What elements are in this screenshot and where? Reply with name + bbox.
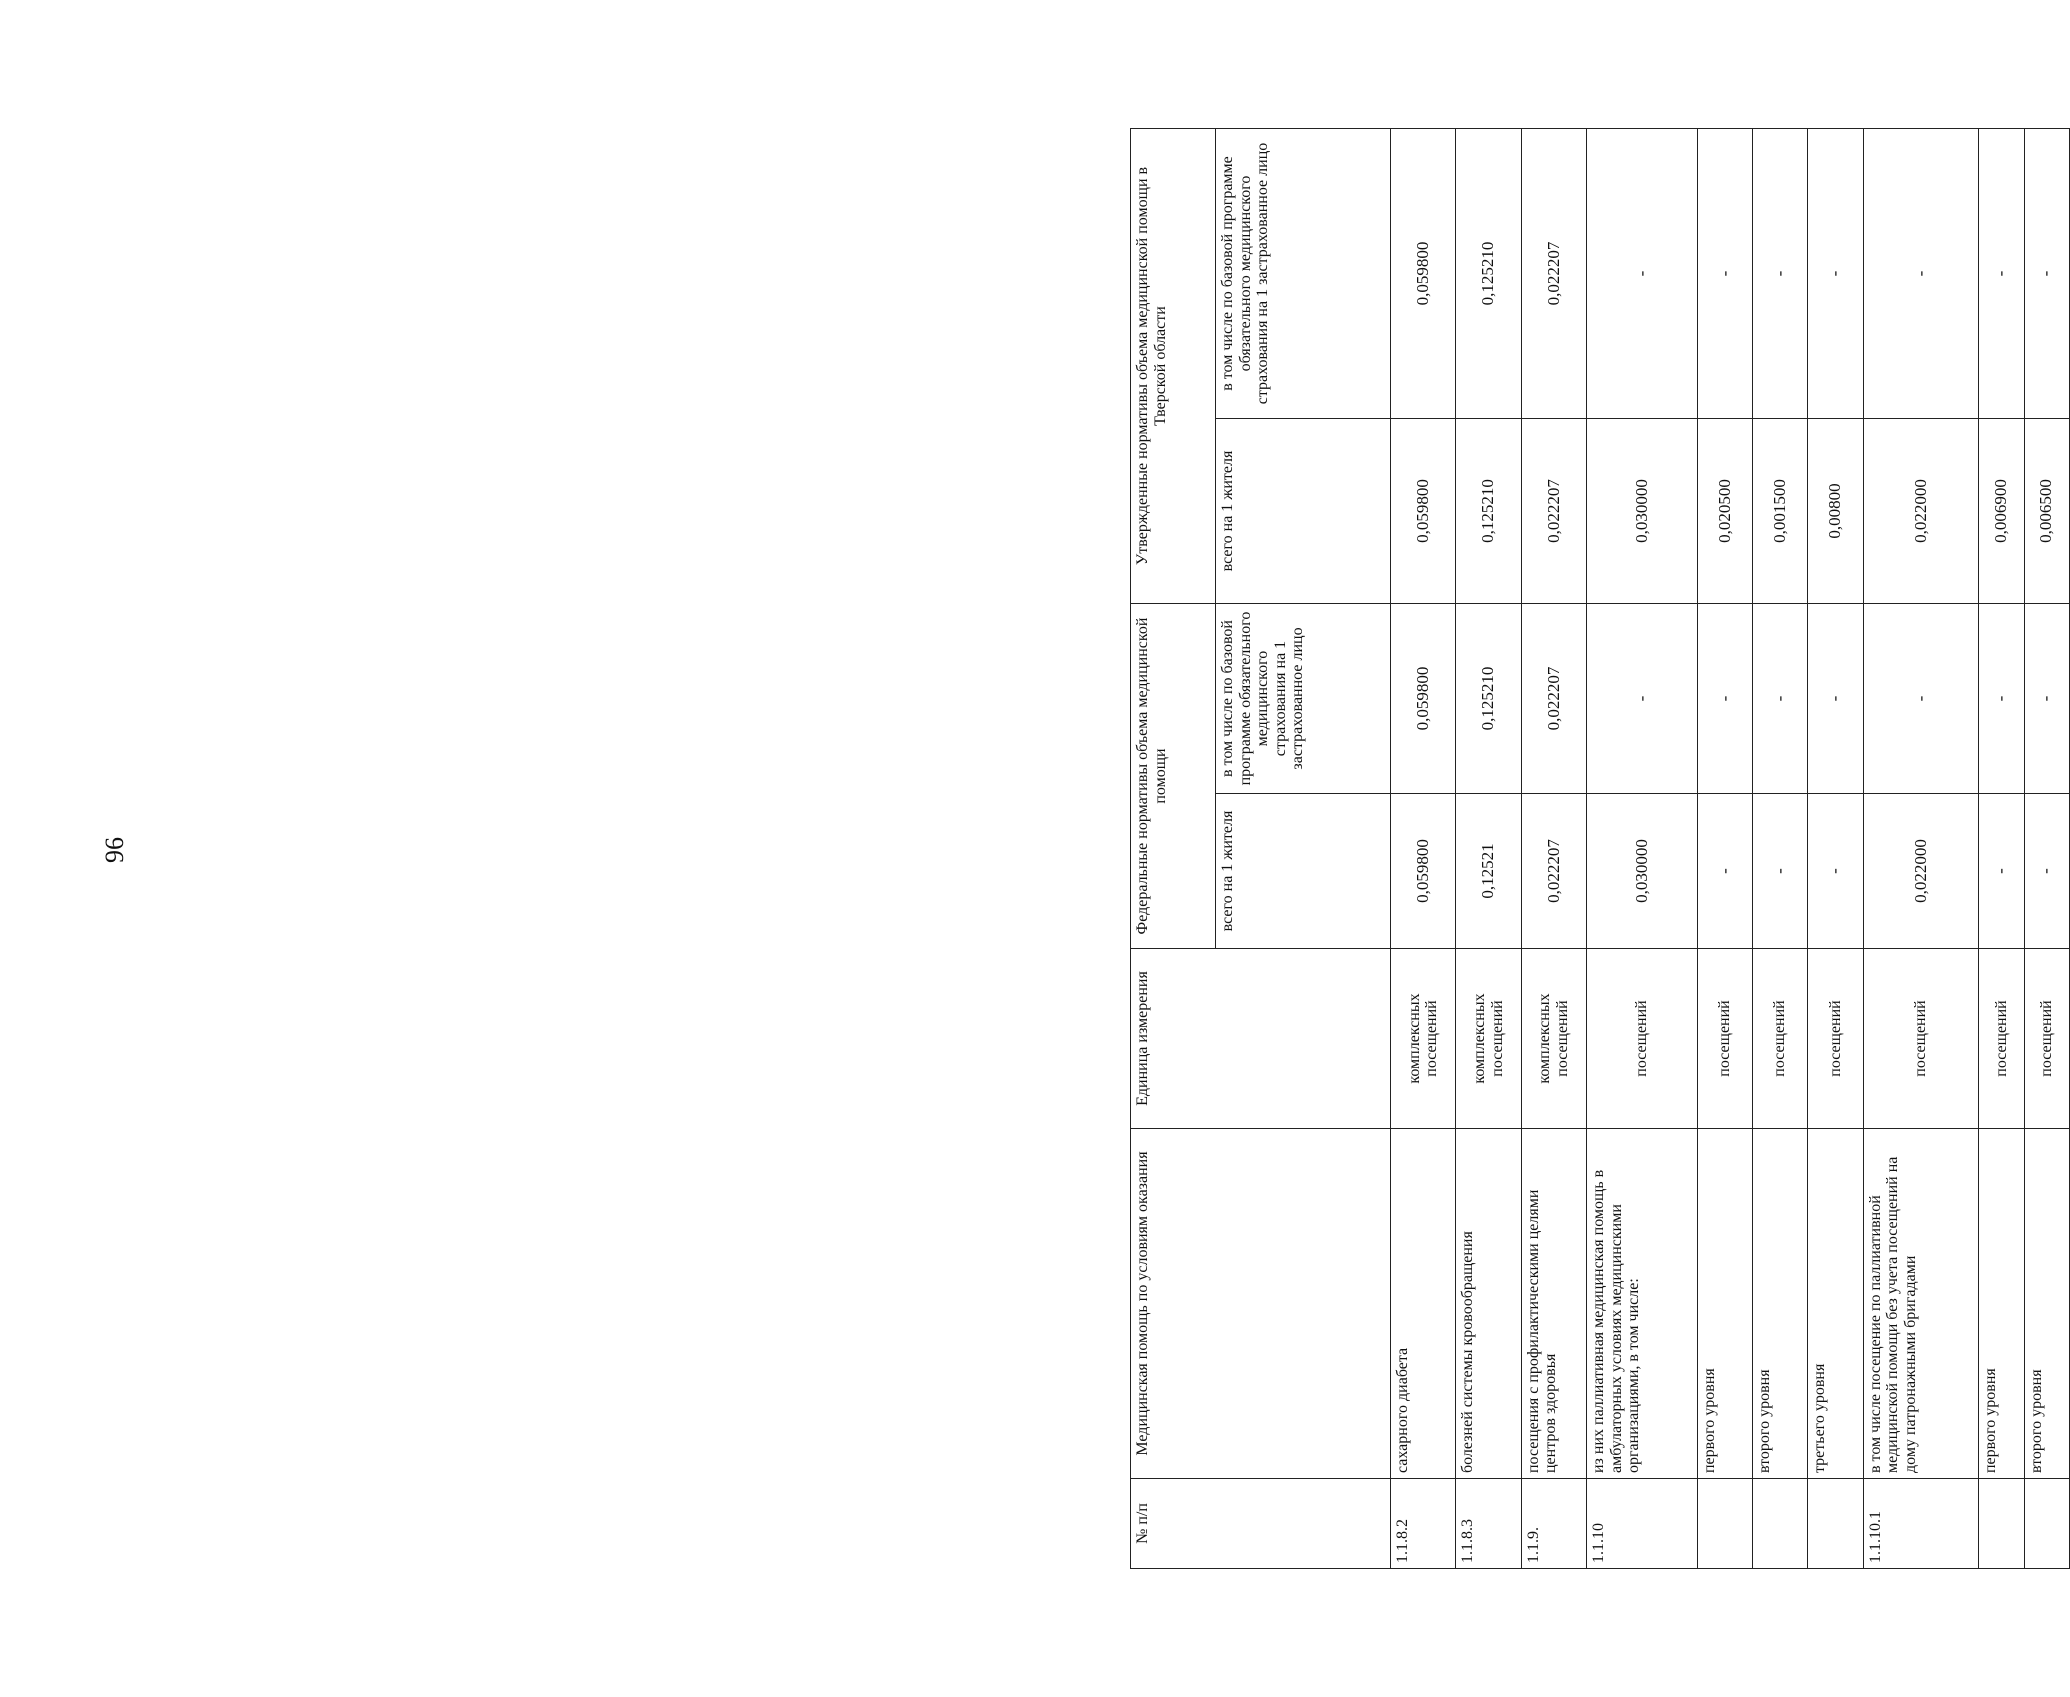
row-regional-total: 0,022207: [1521, 419, 1586, 604]
row-regional-oms: 0,059800: [1391, 129, 1456, 419]
row-regional-total: 0,006900: [1979, 419, 2024, 604]
page-number: 96: [100, 837, 129, 863]
table-row: [1979, 129, 2024, 1569]
row-federal-oms: -: [1863, 604, 1979, 794]
row-care-name: болезней системы кровообращения: [1456, 1129, 1521, 1479]
row-care-name: первого уровня: [1979, 1129, 2024, 1479]
row-regional-oms: 0,125210: [1456, 129, 1521, 419]
table-row: [1391, 129, 1456, 1569]
norms-table: [1130, 128, 2070, 1569]
row-regional-oms: -: [1979, 129, 2024, 419]
row-federal-oms: -: [1979, 604, 2024, 794]
row-federal-total: -: [1808, 794, 1863, 949]
row-code: 1.1.8.3: [1456, 1479, 1521, 1569]
header-federal-norms: Федеральные нормативы объема медицинской помощи: [1131, 604, 1216, 949]
row-federal-total: -: [1697, 794, 1752, 949]
row-regional-total: 0,059800: [1391, 419, 1456, 604]
row-federal-oms: 0,125210: [1456, 604, 1521, 794]
header-unit: Единица измерения: [1131, 949, 1391, 1129]
row-care-name: второго уровня: [2024, 1129, 2069, 1479]
row-code: [1979, 1479, 2024, 1569]
row-code: [1753, 1479, 1808, 1569]
row-care-name: первого уровня: [1697, 1129, 1752, 1479]
row-federal-total: -: [1979, 794, 2024, 949]
header-regional-total: всего на 1 жителя: [1216, 419, 1391, 604]
row-regional-oms: -: [1753, 129, 1808, 419]
header-regional-norms: Утвержденные нормативы объема медицинской помощи в Тверской области: [1131, 129, 1216, 604]
row-code: [1697, 1479, 1752, 1569]
row-regional-oms: -: [1863, 129, 1979, 419]
header-care-conditions: Медицинская помощь по условиям оказания: [1131, 1129, 1391, 1479]
row-federal-oms: -: [1808, 604, 1863, 794]
row-regional-total: 0,00800: [1808, 419, 1863, 604]
row-code: 1.1.10: [1587, 1479, 1698, 1569]
row-unit: посещений: [1808, 949, 1863, 1129]
row-unit: комплексных посещений: [1456, 949, 1521, 1129]
row-unit: комплексных посещений: [1391, 949, 1456, 1129]
row-care-name: в том числе посещение по паллиативной медицинской помощи без учета посещений на дому патронажными бригадами: [1863, 1129, 1979, 1479]
row-code: 1.1.8.2: [1391, 1479, 1456, 1569]
row-federal-oms: 0,022207: [1521, 604, 1586, 794]
row-care-name: третьего уровня: [1808, 1129, 1863, 1479]
row-federal-total: 0,030000: [1587, 794, 1698, 949]
row-unit: посещений: [2024, 949, 2069, 1129]
row-federal-total: -: [2024, 794, 2069, 949]
row-code: 1.1.9.: [1521, 1479, 1586, 1569]
table-row: [1808, 129, 1863, 1569]
row-federal-total: 0,12521: [1456, 794, 1521, 949]
table-row: [1697, 129, 1752, 1569]
row-regional-oms: -: [1697, 129, 1752, 419]
row-unit: комплексных посещений: [1521, 949, 1586, 1129]
row-care-name: второго уровня: [1753, 1129, 1808, 1479]
row-regional-oms: -: [1587, 129, 1698, 419]
row-federal-oms: -: [1697, 604, 1752, 794]
row-regional-oms: -: [2024, 129, 2069, 419]
row-care-name: сахарного диабета: [1391, 1129, 1456, 1479]
row-care-name: из них паллиативная медицинская помощь в амбулаторных условиях медицинскими организациями, в том числе:: [1587, 1129, 1698, 1479]
row-federal-oms: -: [1587, 604, 1698, 794]
table-row: [1521, 129, 1586, 1569]
row-code: 1.1.10.1: [1863, 1479, 1979, 1569]
row-federal-total: -: [1753, 794, 1808, 949]
row-regional-total: 0,125210: [1456, 419, 1521, 604]
row-federal-total: 0,059800: [1391, 794, 1456, 949]
row-federal-oms: -: [1753, 604, 1808, 794]
row-regional-total: 0,020500: [1697, 419, 1752, 604]
row-code: [2024, 1479, 2069, 1569]
row-code: [1808, 1479, 1863, 1569]
row-regional-oms: -: [1808, 129, 1863, 419]
header-federal-oms: в том числе по базовой программе обязательного медицинского страхования на 1 застрахованное лицо: [1216, 604, 1391, 794]
row-federal-oms: 0,059800: [1391, 604, 1456, 794]
table-row: [1863, 129, 1979, 1569]
row-unit: посещений: [1697, 949, 1752, 1129]
row-unit: посещений: [1753, 949, 1808, 1129]
row-regional-oms: 0,022207: [1521, 129, 1586, 419]
row-unit: посещений: [1587, 949, 1698, 1129]
header-number: № п/п: [1131, 1479, 1391, 1569]
table-row: [2024, 129, 2069, 1569]
row-regional-total: 0,006500: [2024, 419, 2069, 604]
row-regional-total: 0,001500: [1753, 419, 1808, 604]
rotated-table-wrapper: [1130, 129, 2070, 1569]
row-federal-total: 0,022000: [1863, 794, 1979, 949]
row-regional-total: 0,030000: [1587, 419, 1698, 604]
header-federal-total: всего на 1 жителя: [1216, 794, 1391, 949]
row-unit: посещений: [1863, 949, 1979, 1129]
row-regional-total: 0,022000: [1863, 419, 1979, 604]
table-row: [1587, 129, 1698, 1569]
header-regional-oms: в том числе по базовой программе обязательного медицинского страхования на 1 застрахованное лицо: [1216, 129, 1391, 419]
table-row: [1753, 129, 1808, 1569]
row-unit: посещений: [1979, 949, 2024, 1129]
row-federal-total: 0,022207: [1521, 794, 1586, 949]
table-row: [1456, 129, 1521, 1569]
row-federal-oms: -: [2024, 604, 2069, 794]
row-care-name: посещения с профилактическими целями центров здоровья: [1521, 1129, 1586, 1479]
